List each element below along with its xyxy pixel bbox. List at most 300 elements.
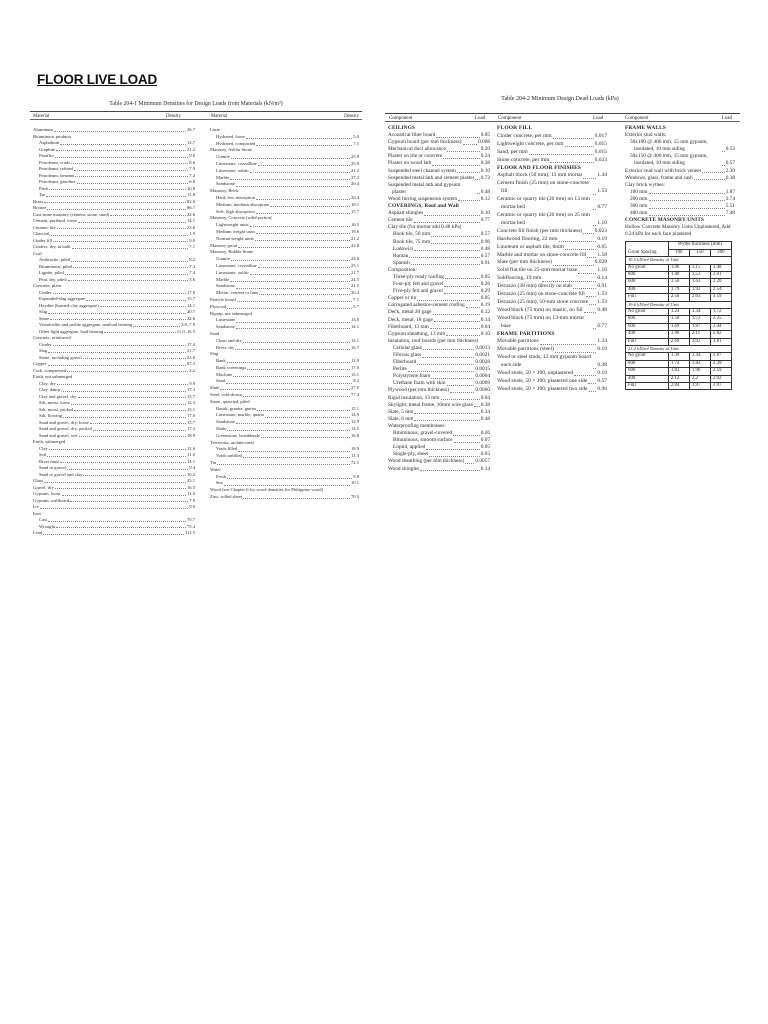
table-row: [626, 286, 732, 293]
material-name: Marble: [216, 174, 230, 180]
load-value: 1.87: [725, 188, 735, 195]
table-row: [210, 134, 359, 141]
material-name: Cast: [39, 517, 48, 522]
load-value: 0.0028: [475, 359, 490, 366]
grout-spacing-cell: 600: [626, 323, 669, 330]
dot-leader: [649, 193, 725, 194]
dot-leader: [474, 406, 480, 407]
dot-leader: [47, 456, 186, 457]
material-name: Sand and gravel, dry, packed: [39, 426, 93, 431]
material-name: Sand or gravel and clay: [39, 471, 83, 477]
material-name: Sandstone: [216, 324, 235, 330]
column-header-density: Density: [166, 113, 181, 119]
component-name: Polystyrene foam: [393, 373, 431, 380]
table-row: [388, 182, 490, 196]
load-value: 0.008: [478, 139, 490, 146]
table-column-right: [210, 127, 359, 501]
component-name: Bituminous, smooth surface: [393, 437, 453, 444]
section-heading: FLOOR AND FLOOR FINISHES: [497, 164, 582, 171]
table-row: [626, 338, 732, 345]
material-name: Gravel, dry: [33, 484, 54, 490]
table-row: [388, 288, 490, 295]
component-name: Fibrous glass: [393, 352, 422, 358]
page-heading: FLOOR LIVE LOAD: [37, 72, 157, 87]
component-name: Composition:: [388, 266, 417, 273]
table-row: [388, 423, 490, 430]
table-header-row: [385, 113, 740, 122]
dot-leader: [586, 296, 597, 297]
material-name: Clay, dry: [39, 380, 56, 386]
grout-spacing-cell: 800: [626, 271, 669, 278]
table-row: [626, 279, 732, 286]
dot-leader: [49, 449, 186, 450]
load-value: 0.023: [594, 156, 607, 163]
material-name: Masonry, Rubble Stone: [210, 249, 254, 255]
load-value: 0.05: [480, 444, 490, 451]
dot-leader: [47, 209, 186, 210]
density-value: 7.4: [189, 270, 195, 275]
material-name: Haydite (burned-clay aggregate): [39, 302, 99, 308]
component-name: Ceramic or quarry tile (20 mm) on 13 mm mortar bed: [497, 196, 590, 211]
dot-leader: [258, 165, 350, 166]
table-row: [497, 315, 607, 331]
table-row: [497, 267, 607, 275]
density-value: 72.1: [350, 460, 359, 466]
table-row: [497, 386, 607, 394]
dot-leader: [62, 495, 187, 496]
component-name: Marble and mortar on stone-concrete fill: [497, 251, 587, 258]
dot-leader: [443, 158, 480, 159]
density-value: 11.0–16.5: [176, 328, 195, 334]
table-row: [626, 308, 732, 315]
load-value: 7.48: [725, 210, 735, 217]
table-row: [210, 256, 359, 263]
material-name: Voids unfilled: [216, 453, 242, 459]
dot-leader: [589, 304, 596, 305]
dot-leader: [414, 413, 479, 414]
density-value: 21.5: [350, 283, 359, 289]
material-name: Silt, moist, packed: [39, 406, 74, 412]
table-column-left: [33, 127, 195, 537]
material-name: Stone, including gravel: [39, 354, 82, 360]
table-row: [210, 297, 359, 304]
dot-leader: [43, 534, 184, 535]
load-cell: 3.59: [710, 294, 731, 301]
component-name: Hardwood flooring, 22 mm: [497, 235, 558, 242]
dot-leader: [236, 288, 350, 289]
table-row: [626, 294, 732, 301]
table-row: [210, 304, 359, 311]
table-row: [497, 244, 607, 252]
material-name: Silt, moist, loose: [39, 400, 70, 405]
component-name: Single-ply, sheet: [393, 451, 429, 458]
table-row: [210, 222, 359, 229]
dot-leader: [649, 208, 725, 209]
dot-leader: [257, 410, 350, 411]
dot-leader: [265, 417, 350, 418]
density-value: 7.4: [189, 263, 195, 269]
table-row: [497, 141, 607, 149]
table-row: [497, 236, 607, 244]
component-name: 300 mm: [630, 203, 648, 210]
material-name: Riprap, not submerged: [210, 310, 252, 316]
material-name: Aluminum: [33, 127, 53, 132]
table-row: [625, 182, 735, 189]
table-row: [497, 172, 607, 180]
table-row: [210, 351, 359, 358]
dot-leader: [104, 332, 176, 333]
table-row: [388, 380, 490, 387]
grout-spacing-cell: 600: [626, 279, 669, 286]
load-value: 0.03: [480, 451, 490, 458]
load-cell: 1.40: [668, 271, 689, 278]
dot-leader: [44, 482, 186, 483]
dot-leader: [261, 437, 350, 438]
table-row: [388, 402, 490, 409]
table-title: Table 204-2 Minimum Design Dead Loads (kPa): [501, 96, 619, 102]
material-name: Bronze: [33, 205, 47, 210]
table-row: [388, 352, 490, 359]
dot-leader: [589, 391, 597, 392]
material-name: Stone: [39, 315, 50, 321]
material-name: Fresh: [216, 473, 227, 479]
material-name: Wood (see Chapter 6 for wood densities for Philippine wood): [210, 487, 324, 493]
density-value: 16.3: [186, 484, 195, 490]
load-cell: 3.02: [689, 338, 710, 345]
dot-leader: [250, 274, 350, 275]
density-value: 24.5: [350, 276, 359, 282]
table-row: [210, 358, 359, 365]
component-name: Acoustical fiber board: [388, 132, 436, 139]
component-name: Movable partitions (steel): [497, 346, 554, 353]
table-row: [210, 467, 359, 474]
density-value: 22.6: [186, 315, 195, 321]
dot-leader: [54, 131, 186, 132]
material-name: Masonry, Concrete (solid portion): [210, 215, 273, 221]
density-value: 11.8: [187, 192, 195, 197]
material-name: Silt, flowing: [39, 413, 62, 418]
material-name: Limestone, crystalline: [216, 160, 257, 166]
density-value: 20.7: [186, 309, 195, 314]
load-value: 0.77: [480, 217, 490, 224]
dot-leader: [236, 186, 350, 187]
table-row: [497, 299, 607, 307]
table-row: [626, 383, 732, 390]
density-value: 11.0: [187, 452, 195, 457]
density-value: 21.7: [350, 269, 359, 275]
density-value: 82.6: [186, 198, 195, 204]
dot-leader: [243, 342, 350, 343]
load-cell: 1.96: [668, 331, 689, 338]
material-name: Concrete, plain: [33, 283, 62, 288]
density-group-label: 16.5 kN/m³ Density of Unit: [626, 257, 732, 264]
table-row: [626, 368, 732, 375]
dot-leader: [555, 352, 597, 353]
table-row: [497, 346, 607, 354]
load-cell: 1.83: [668, 368, 689, 375]
material-name: Vermiculite and perlite aggregate, nonload bearing: [39, 322, 133, 327]
dot-leader: [56, 527, 186, 528]
density-value: 7.1: [353, 140, 359, 146]
density-value: 18.9: [186, 432, 195, 438]
material-name: Earth, submerged: [33, 439, 66, 444]
density-value: 14.1: [186, 302, 195, 308]
density-value: 17.0: [186, 413, 195, 418]
material-name: Marble: [216, 276, 230, 282]
section-heading: CONCRETE MASONRY UNITS: [625, 217, 705, 224]
dot-leader: [71, 404, 186, 405]
load-cell: 2.50: [668, 294, 689, 301]
load-cell: 1.39: [668, 353, 689, 360]
material-name: Cinder: [39, 289, 52, 295]
material-name: Lightweight units: [216, 222, 249, 228]
density-value: 20.4: [350, 181, 359, 187]
dot-leader: [53, 345, 186, 346]
load-value: 0.38: [480, 160, 490, 167]
load-value: 0.57: [597, 378, 607, 384]
material-name: Sand and gravel, wet: [39, 432, 78, 438]
table-row: [210, 338, 359, 345]
component-name: Spanish: [393, 259, 410, 266]
material-name: Particle board: [210, 296, 236, 302]
material-name: Tar: [39, 192, 46, 197]
dot-leader: [133, 326, 180, 327]
dot-leader: [243, 498, 350, 499]
component-name: Wood shingles: [388, 465, 420, 472]
table-row: [210, 433, 359, 440]
grout-spacing-header: Grout Spacing: [626, 242, 669, 257]
density-value: 15.1: [350, 405, 359, 411]
density-value: 15.7: [350, 208, 359, 214]
load-cell: 1.06: [668, 264, 689, 271]
material-name: Bituminous products: [33, 133, 72, 139]
table-row: [625, 189, 735, 196]
material-name: Earth, not submerged: [33, 374, 73, 379]
component-name: Subflooring, 19 mm: [497, 275, 542, 282]
load-cell: 2.25: [710, 316, 731, 323]
load-value: 0.04: [480, 394, 490, 401]
wythe-thickness-header: Wythe thickness (mm): [668, 242, 731, 249]
dot-leader: [61, 391, 186, 392]
load-value: 0.19: [597, 370, 607, 377]
table-row: [388, 168, 490, 175]
load-cell: 2.11: [689, 331, 710, 338]
table-row: [388, 295, 490, 302]
load-value: 0.57: [725, 160, 735, 167]
dot-leader: [565, 146, 594, 147]
grout-spacing-cell: Full: [626, 294, 669, 301]
load-cell: 2.39: [710, 360, 731, 367]
component-name: Perlite: [393, 366, 407, 373]
table-row: [388, 246, 490, 253]
table-row: [210, 399, 359, 406]
material-name: Soft, high absorption: [216, 208, 255, 214]
dot-leader: [256, 145, 352, 146]
dot-leader: [93, 430, 186, 431]
table-row: [388, 274, 490, 281]
component-name: Solid flat tile on 25-mm mortar base: [497, 267, 578, 274]
dot-leader: [100, 306, 186, 307]
table-row: [388, 224, 490, 231]
dead-load-table: [385, 94, 740, 546]
load-value: 0.015: [594, 148, 607, 155]
table-row: [497, 338, 607, 346]
dot-leader: [722, 151, 725, 152]
load-value: 0.0015: [475, 366, 490, 373]
table-row: [388, 231, 490, 238]
table-row: [388, 466, 490, 473]
table-row: [626, 323, 732, 330]
component-name: Slate, 6 mm: [388, 415, 414, 422]
component-name: Gypsum board (per mm thickness): [388, 139, 462, 146]
material-name: River, dry: [216, 344, 235, 350]
dot-leader: [79, 436, 186, 437]
table-row: [625, 153, 735, 167]
dot-leader: [74, 410, 186, 411]
density-value: 14.1: [350, 337, 359, 343]
density-value: 27.2: [350, 174, 359, 180]
component-name: Deck, metal, 18 gage: [388, 316, 433, 323]
material-name: Paraffin: [39, 153, 54, 158]
dot-leader: [48, 313, 186, 314]
cmu-note: Hollow Concrete Masonry Units Unplastered, Add 0.24 kPa for each face plastered: [625, 224, 731, 238]
table-row: [210, 419, 359, 426]
dot-leader: [217, 464, 350, 465]
dot-leader: [430, 328, 480, 329]
material-name: Steel, cold-drawn: [210, 392, 243, 398]
dot-leader: [444, 286, 479, 287]
component-name: Ludowici: [393, 245, 414, 252]
dot-leader: [71, 163, 188, 164]
load-value: 0.07: [480, 437, 490, 444]
component-name: Wood block (75 mm) on mastic, no fill: [497, 306, 583, 313]
load-cell: 2.54: [710, 286, 731, 293]
load-cell: 1.53: [689, 271, 710, 278]
dot-leader: [236, 322, 350, 323]
section-heading: FRAME WALLS: [625, 125, 666, 131]
material-name: Sea: [216, 480, 223, 486]
dot-leader: [417, 300, 479, 301]
component-name: 100 mm: [630, 188, 648, 195]
dot-leader: [224, 485, 350, 486]
table-row: [626, 331, 732, 338]
dot-leader: [457, 172, 480, 173]
table-row: [497, 149, 607, 157]
component-name: Stone concrete, per mm: [497, 156, 550, 163]
density-value: 14.1: [186, 218, 195, 223]
load-cell: 2.44: [710, 323, 731, 330]
material-name: Limestone, oolitic: [216, 269, 250, 275]
table-column-2: [497, 125, 607, 394]
table-row: [210, 195, 359, 202]
table-row: [497, 275, 607, 283]
table-row: [388, 239, 490, 246]
dot-leader: [110, 215, 186, 216]
component-name: Concrete fill finish (per mm thickness): [497, 227, 583, 234]
material-name: Coal: [33, 250, 42, 256]
load-value: 0.77: [597, 322, 607, 329]
dot-leader: [227, 308, 352, 309]
component-name: Wood furring suspension system: [388, 195, 458, 202]
load-value: 0.96: [480, 238, 490, 245]
density-value: 87.3: [186, 361, 195, 366]
load-cell: 1.48: [710, 264, 731, 271]
table-row: [626, 316, 732, 323]
density-value: 5.0: [353, 133, 359, 139]
load-value: 0.10: [480, 210, 490, 217]
load-value: 1.58: [597, 251, 607, 258]
table-row: [210, 147, 359, 154]
component-name: Liquid, applied: [393, 444, 426, 451]
component-name: Cellular glass: [393, 344, 422, 351]
material-name: Wrought: [39, 523, 56, 529]
density-value: 8.2: [189, 257, 195, 262]
dot-leader: [409, 257, 479, 258]
component-name: Waterproofing membranes:: [388, 422, 446, 429]
table-title: Table 204-1 Minimum Densities for Design Loads from Materials (kN/m³): [109, 101, 283, 107]
material-name: Lignite, piled: [39, 270, 64, 275]
grout-spacing-cell: No grout: [626, 308, 669, 315]
dot-leader: [722, 165, 725, 166]
dot-leader: [553, 265, 594, 266]
dot-leader: [578, 273, 596, 274]
component-name: Exterior stud wall with brick veneer: [625, 167, 702, 174]
load-cell: 2.84: [668, 383, 689, 390]
material-name: Gypsum, loose: [33, 491, 61, 496]
dot-leader: [475, 179, 479, 180]
dot-leader: [593, 209, 596, 210]
table-row: [210, 460, 359, 467]
dot-leader: [60, 144, 186, 145]
dot-leader: [574, 375, 596, 376]
dot-leader: [540, 344, 597, 345]
thickness-150-header: 150: [689, 249, 710, 256]
table-row: [210, 311, 359, 318]
dot-leader: [593, 194, 596, 195]
table-row: [210, 283, 359, 290]
component-name: 50x150 @ 400 mm, 15 mm gypsum, insulated, 10 mm siding: [630, 153, 708, 167]
table-row: [210, 202, 359, 209]
material-name: Sand: [216, 378, 226, 384]
density-value: 17.4: [186, 341, 195, 347]
material-name: Glass: [33, 478, 44, 483]
load-cell: 1.74: [668, 360, 689, 367]
material-name: Mortar, cement or lime: [216, 290, 259, 296]
dot-leader: [250, 226, 350, 227]
dot-leader: [51, 235, 189, 236]
dot-leader: [68, 280, 189, 281]
dot-leader: [255, 240, 350, 241]
table-row: [497, 259, 607, 267]
load-value: 0.12: [480, 309, 490, 316]
load-value: 0.53: [725, 146, 735, 153]
density-value: 70.5: [350, 494, 359, 500]
component-name: Rigid insulation, 13 mm: [388, 394, 440, 401]
load-value: 1.53: [597, 188, 607, 195]
material-name: Limestone: [216, 317, 236, 323]
material-name: Bank screenings: [216, 364, 247, 370]
load-cell: 1.44: [689, 353, 710, 360]
material-name: Clay and gravel, dry: [39, 393, 77, 399]
density-value: 2.2: [189, 367, 195, 373]
table-row: [210, 412, 359, 419]
density-value: 21.2: [186, 146, 195, 152]
dot-leader: [238, 247, 350, 248]
dot-leader: [71, 261, 188, 262]
dot-leader: [227, 362, 350, 363]
dot-leader: [55, 157, 189, 158]
dot-leader: [227, 478, 352, 479]
